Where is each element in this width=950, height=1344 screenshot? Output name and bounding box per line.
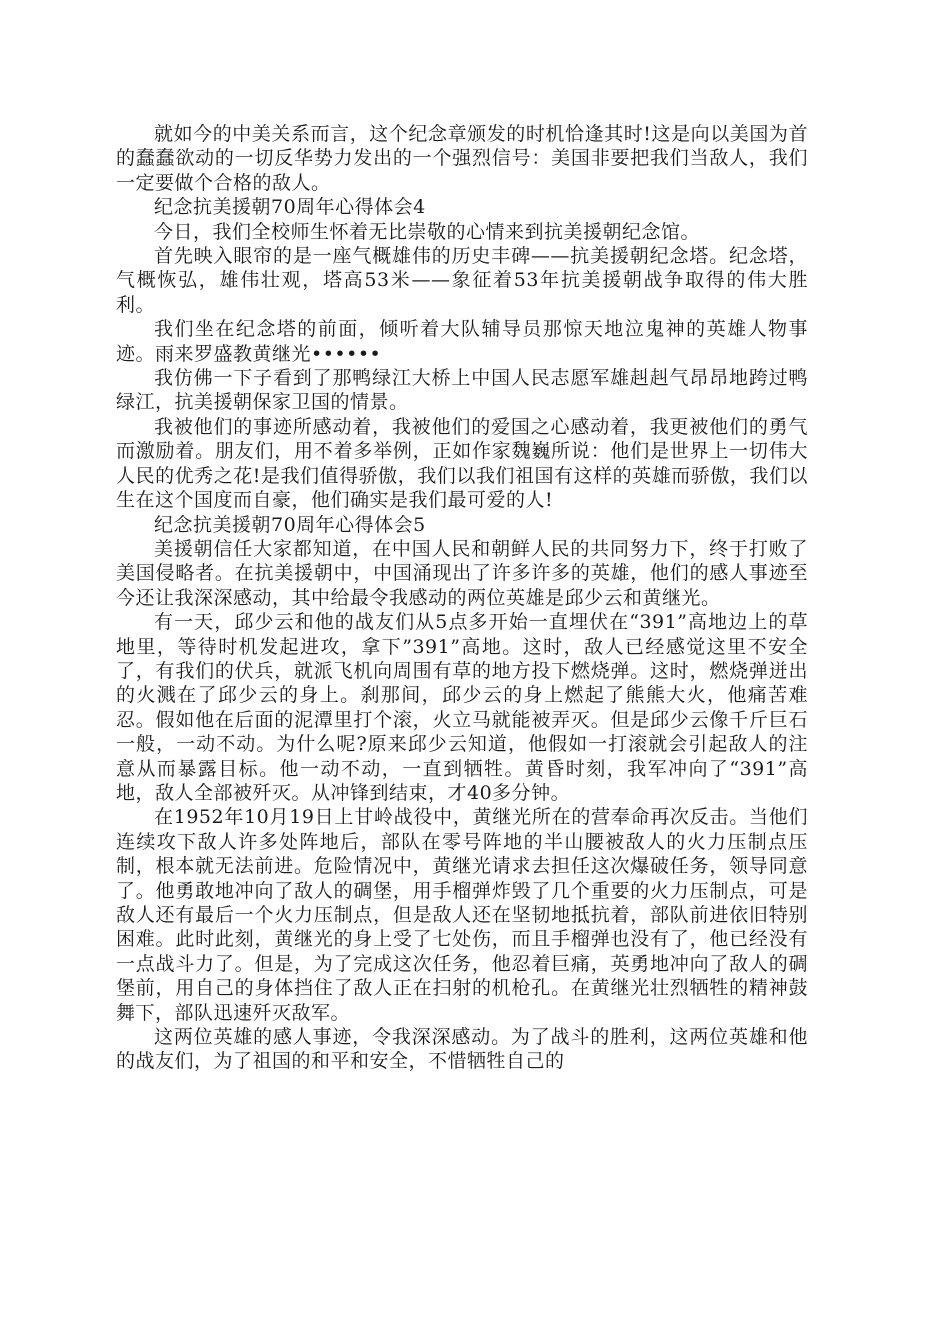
paragraph: 我被他们的事迹所感动着，我被他们的爱国之心感动着，我更被他们的勇气而激励着。朋友们，用不着多举例，正如作家魏巍所说：他们是世界上一切伟大人民的优秀之花!是我们值得骄傲，我们以我们祖国有这样的英雄而骄傲，我们以生在这个国度而自豪，他们确实是我们最可爱的人! [116, 415, 808, 512]
paragraph: 就如今的中美关系而言，这个纪念章颁发的时机恰逢其时!这是向以美国为首的蠢蠢欲动的一切反华势力发出的一个强烈信号：美国非要把我们当敌人，我们一定要做个合格的敌人。 [116, 123, 808, 194]
paragraph: 这两位英雄的感人事迹，令我深深感动。为了战斗的胜利，这两位英雄和他的战友们，为了祖国的和平和安全，不惜牺牲自己的 [116, 1026, 808, 1073]
section-heading: 纪念抗美援朝70周年心得体会4 [154, 196, 426, 219]
paragraph: 首先映入眼帘的是一座气概雄伟的历史丰碑——抗美援朝纪念塔。纪念塔，气概恢弘，雄伟壮观，塔高53米——象征着53年抗美援朝战争取得的伟大胜利。 [116, 245, 808, 316]
paragraph: 今日，我们全校师生怀着无比崇敬的心情来到抗美援朝纪念馆。 [154, 220, 701, 243]
paragraph: 有一天，邱少云和他的战友们从5点多开始一直埋伏在“391”高地边上的草地里，等待时机发起进攻，拿下”391”高地。这时，敌人已经感觉这里不安全了，有我们的伏兵，就派飞机向周围有草的地方投下燃烧弹。这时，燃烧弹迸出的火溅在了邱少云的身上。刹那间，邱少云的身上燃起了熊熊大火，他痛苦难忍。假如他在后面的泥潭里打个滚，火立马就能被弄灭。但是邱少云像千斤巨石一般，一动不动。为什么呢?原来邱少云知道，他假如一打滚就会引起敌人的注意从而暴露目标。他一动不动，一直到牺牲。黄昏时刻，我军冲向了“391”高地，敌人全部被歼灭。从冲锋到结束，才40多分钟。 [116, 611, 808, 804]
paragraph: 在1952年10月19日上甘岭战役中，黄继光所在的营奉命再次反击。当他们连续攻下敌人许多处阵地后，部队在零号阵地的半山腰被敌人的火力压制点压制，根本就无法前进。危险情况中，黄继光请求去担任这次爆破任务，领导同意了。他勇敢地冲向了敌人的碉堡，用手榴弹炸毁了几个重要的火力压制点，可是敌人还有最后一个火力压制点，但是敌人还在坚韧地抵抗着，部队前进依旧特别困难。此时此刻，黄继光的身上受了七处伤，而且手榴弹也没有了，他已经没有一点战斗力了。但是，为了完成这次任务，他忍着巨痛，英勇地冲向了敌人的碉堡前，用自己的身体挡住了敌人正在扫射的机枪孔。在黄继光壮烈牺牲的精神鼓舞下，部队迅速歼灭敌军。 [116, 806, 808, 1024]
paragraph: 我们坐在纪念塔的前面，倾听着大队辅导员那惊天地泣鬼神的英雄人物事迹。雨来罗盛教黄继光•••••• [116, 318, 808, 365]
document-page [116, 122, 808, 1074]
paragraph: 美援朝信任大家都知道，在中国人民和朝鲜人民的共同努力下，终于打败了美国侵略者。在抗美援朝中，中国涌现出了许多许多的英雄，他们的感人事迹至今还让我深深感动，其中给最令我感动的两位英雄是邱少云和黄继光。 [116, 537, 808, 609]
section-heading: 纪念抗美援朝70周年心得体会5 [154, 513, 426, 536]
paragraph: 我仿佛一下子看到了那鸭绿江大桥上中国人民志愿军雄赳赳气昂昂地跨过鸭绿江，抗美援朝保家卫国的情景。 [116, 367, 808, 414]
